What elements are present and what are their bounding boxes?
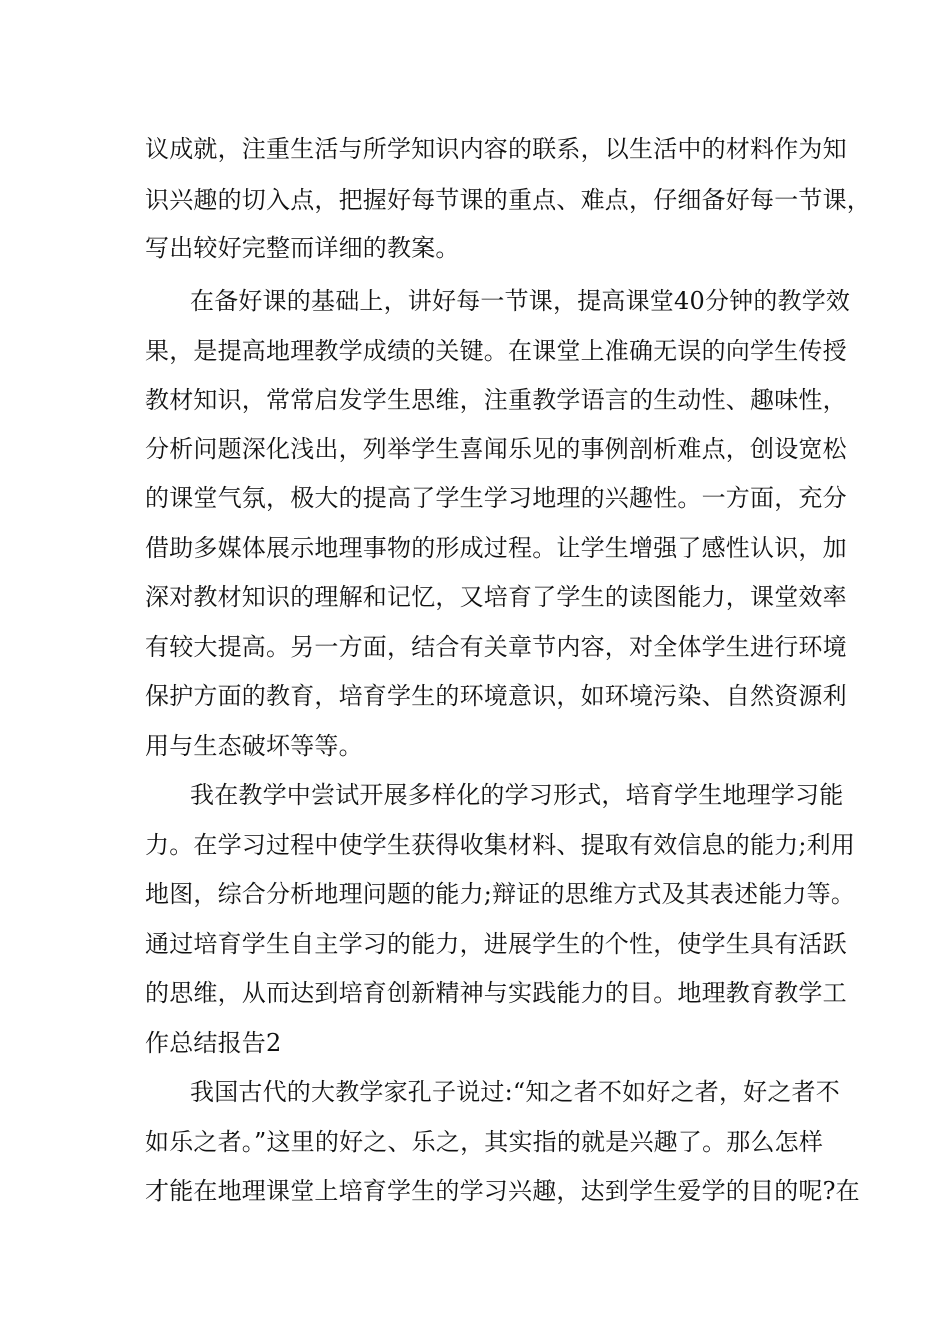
text-line: 才能在地理课堂上培育学生的学习兴趣，达到学生爱学的目的呢?在 <box>145 1177 860 1205</box>
text-line: 用与生态破坏等等。 <box>145 732 363 760</box>
text-line: 作总结报告2 <box>145 1029 282 1057</box>
paragraph-first-line: 在备好课的基础上，讲好每一节课，提高课堂40分钟的教学效 <box>190 287 851 315</box>
text-line: 力。在学习过程中使学生获得收集材料、提取有效信息的能力;利用 <box>145 831 856 859</box>
text-line: 如乐之者。”这里的好之、乐之，其实指的就是兴趣了。那么怎样 <box>145 1128 824 1156</box>
text-line: 议成就，注重生活与所学知识内容的联系，以生活中的材料作为知 <box>145 135 847 163</box>
text-line: 有较大提高。另一方面，结合有关章节内容，对全体学生进行环境 <box>145 633 847 661</box>
text-line: 分析问题深化浅出，列举学生喜闻乐见的事例剖析难点，创设宽松 <box>145 435 847 463</box>
text-line: 的思维，从而达到培育创新精神与实践能力的目。地理教育教学工 <box>145 979 847 1007</box>
text-line: 写出较好完整而详细的教案。 <box>145 234 460 262</box>
text-line: 教材知识，常常启发学生思维，注重教学语言的生动性、趣味性， <box>145 386 847 414</box>
text-line: 地图，综合分析地理问题的能力;辩证的思维方式及其表述能力等。 <box>145 880 856 908</box>
text-line: 深对教材知识的理解和记忆，又培育了学生的读图能力，课堂效率 <box>145 583 847 611</box>
paragraph-first-line: 我国古代的大教学家孔子说过:“知之者不如好之者，好之者不 <box>190 1078 840 1106</box>
text-line: 的课堂气氛，极大的提高了学生学习地理的兴趣性。一方面，充分 <box>145 484 847 512</box>
text-line: 果，是提高地理教学成绩的关键。在课堂上准确无误的向学生传授 <box>145 337 847 365</box>
text-line: 识兴趣的切入点，把握好每节课的重点、难点，仔细备好每一节课， <box>145 186 871 214</box>
text-line: 借助多媒体展示地理事物的形成过程。让学生增强了感性认识，加 <box>145 534 847 562</box>
paragraph-first-line: 我在教学中尝试开展多样化的学习形式，培育学生地理学习能 <box>190 781 844 809</box>
text-line: 通过培育学生自主学习的能力，进展学生的个性，使学生具有活跃 <box>145 930 847 958</box>
text-line: 保护方面的教育，培育学生的环境意识，如环境污染、自然资源利 <box>145 682 847 710</box>
